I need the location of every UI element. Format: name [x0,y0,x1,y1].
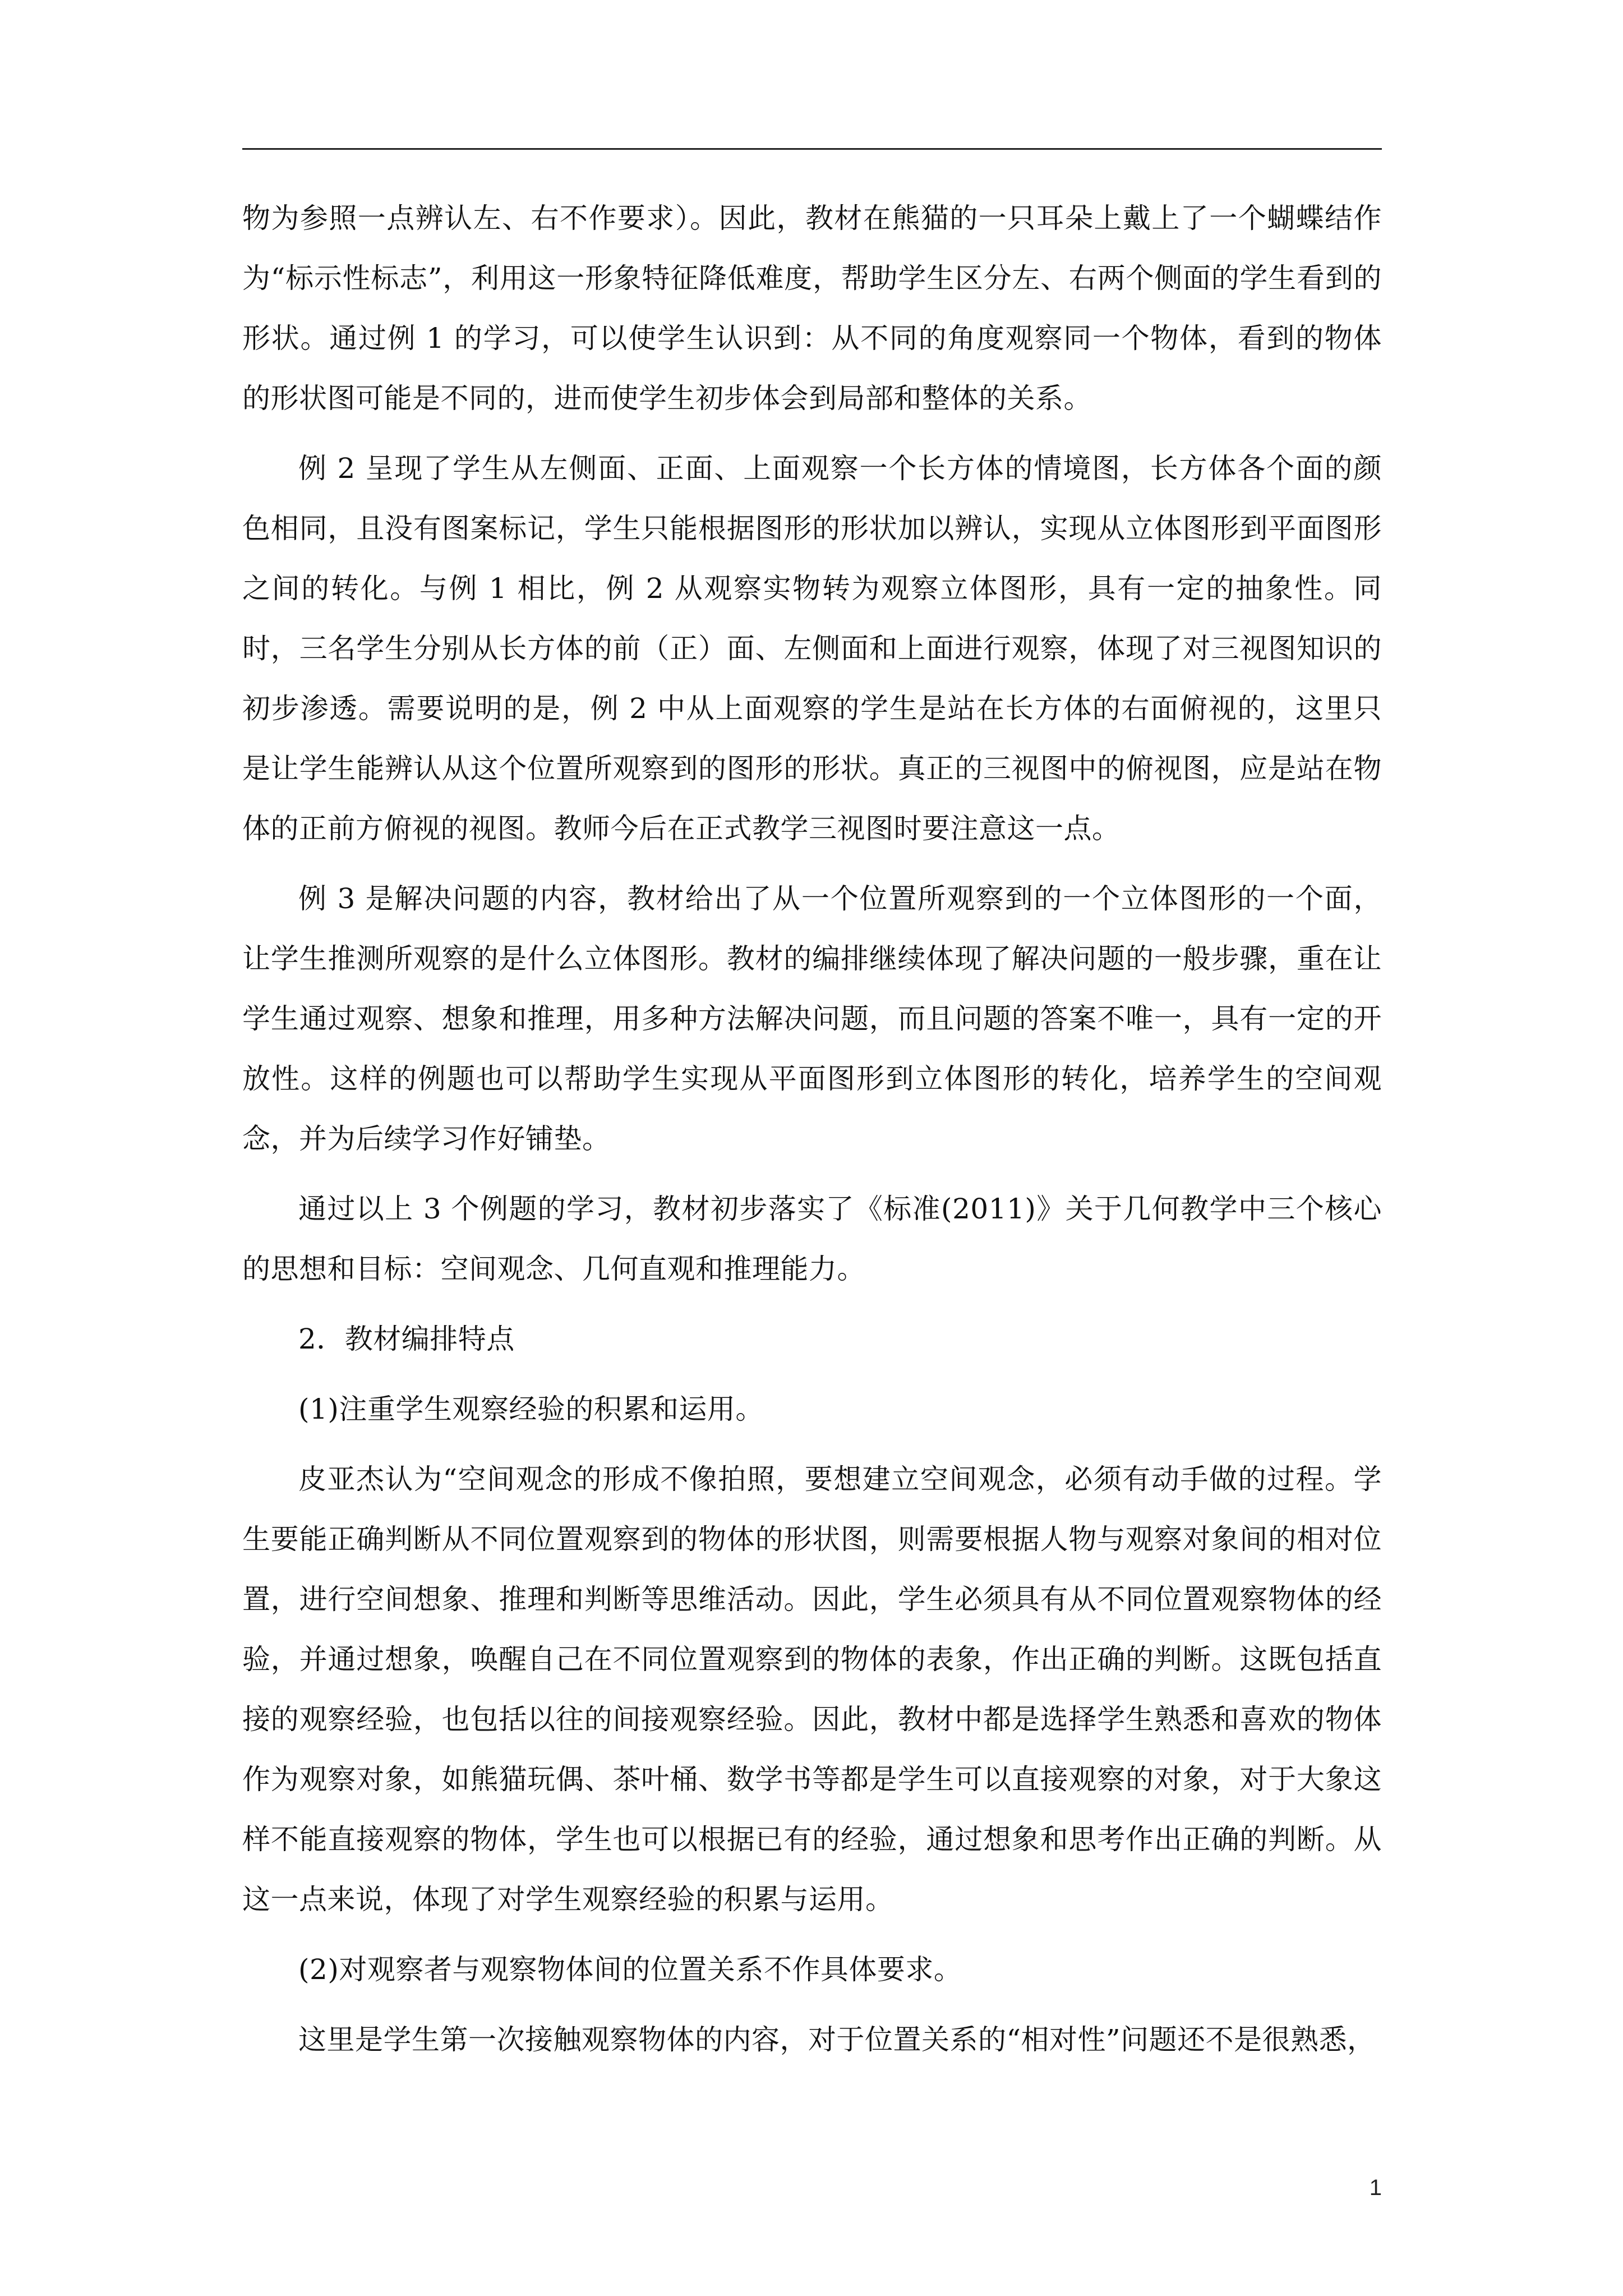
paragraph: 通过以上 3 个例题的学习，教材初步落实了《标准(2011)》关于几何教学中三个核心的思想和目标：空间观念、几何直观和推理能力。 [242,1193,1382,1285]
header-rule [242,148,1382,150]
section-heading: 2．教材编排特点 [298,1323,515,1355]
document-body [242,188,1382,2080]
paragraph: 这里是学生第一次接触观察物体的内容，对于位置关系的“相对性”问题还不是很熟悉， [298,2023,1376,2056]
subsection-heading: (2)对观察者与观察物体间的位置关系不作具体要求。 [298,1953,962,1986]
paragraph: 例 2 呈现了学生从左侧面、正面、上面观察一个长方体的情境图，长方体各个面的颜色相同，且没有图案标记，学生只能根据图形的形状加以辨认，实现从立体图形到平面图形之间的转化。与例 1 相比，例 2 从观察实物转为观察立体图形，具有一定的抽象性。同时，三名学生分别从长方体的前（正）面、左侧面和上面进行观察，体现了对三视图知识的初步渗透。需要说明的是，例 2 中从上面观察的学生是站在长方体的右面俯视的，这里只是让学生能辨认从这个位置所观察到的图形的形状。真正的三视图中的俯视图，应是站在物体的正前方俯视的视图。教师今后在正式教学三视图时要注意这一点。 [242,452,1382,845]
paragraph: 物为参照一点辨认左、右不作要求）。因此，教材在熊猫的一只耳朵上戴上了一个蝴蝶结作为“标示性标志”，利用这一形象特征降低难度，帮助学生区分左、右两个侧面的学生看到的形状。通过例 1 的学习，可以使学生认识到：从不同的角度观察同一个物体，看到的物体的形状图可能是不同的，进而使学生初步体会到局部和整体的关系。 [242,202,1382,415]
subsection-heading: (1)注重学生观察经验的积累和运用。 [298,1393,764,1425]
page-number: 1 [1369,2175,1382,2200]
paragraph: 例 3 是解决问题的内容，教材给出了从一个位置所观察到的一个立体图形的一个面，让学生推测所观察的是什么立体图形。教材的编排继续体现了解决问题的一般步骤，重在让学生通过观察、想象和推理，用多种方法解决问题，而且问题的答案不唯一，具有一定的开放性。这样的例题也可以帮助学生实现从平面图形到立体图形的转化，培养学生的空间观念，并为后续学习作好铺垫。 [242,882,1382,1155]
paragraph: 皮亚杰认为“空间观念的形成不像拍照，要想建立空间观念，必须有动手做的过程。学生要能正确判断从不同位置观察到的物体的形状图，则需要根据人物与观察对象间的相对位置，进行空间想象、推理和判断等思维活动。因此，学生必须具有从不同位置观察物体的经验，并通过想象，唤醒自己在不同位置观察到的物体的表象，作出正确的判断。这既包括直接的观察经验，也包括以往的间接观察经验。因此，教材中都是选择学生熟悉和喜欢的物体作为观察对象，如熊猫玩偶、茶叶桶、数学书等都是学生可以直接观察的对象，对于大象这样不能直接观察的物体，学生也可以根据已有的经验，通过想象和思考作出正确的判断。从这一点来说，体现了对学生观察经验的积累与运用。 [242,1463,1382,1916]
